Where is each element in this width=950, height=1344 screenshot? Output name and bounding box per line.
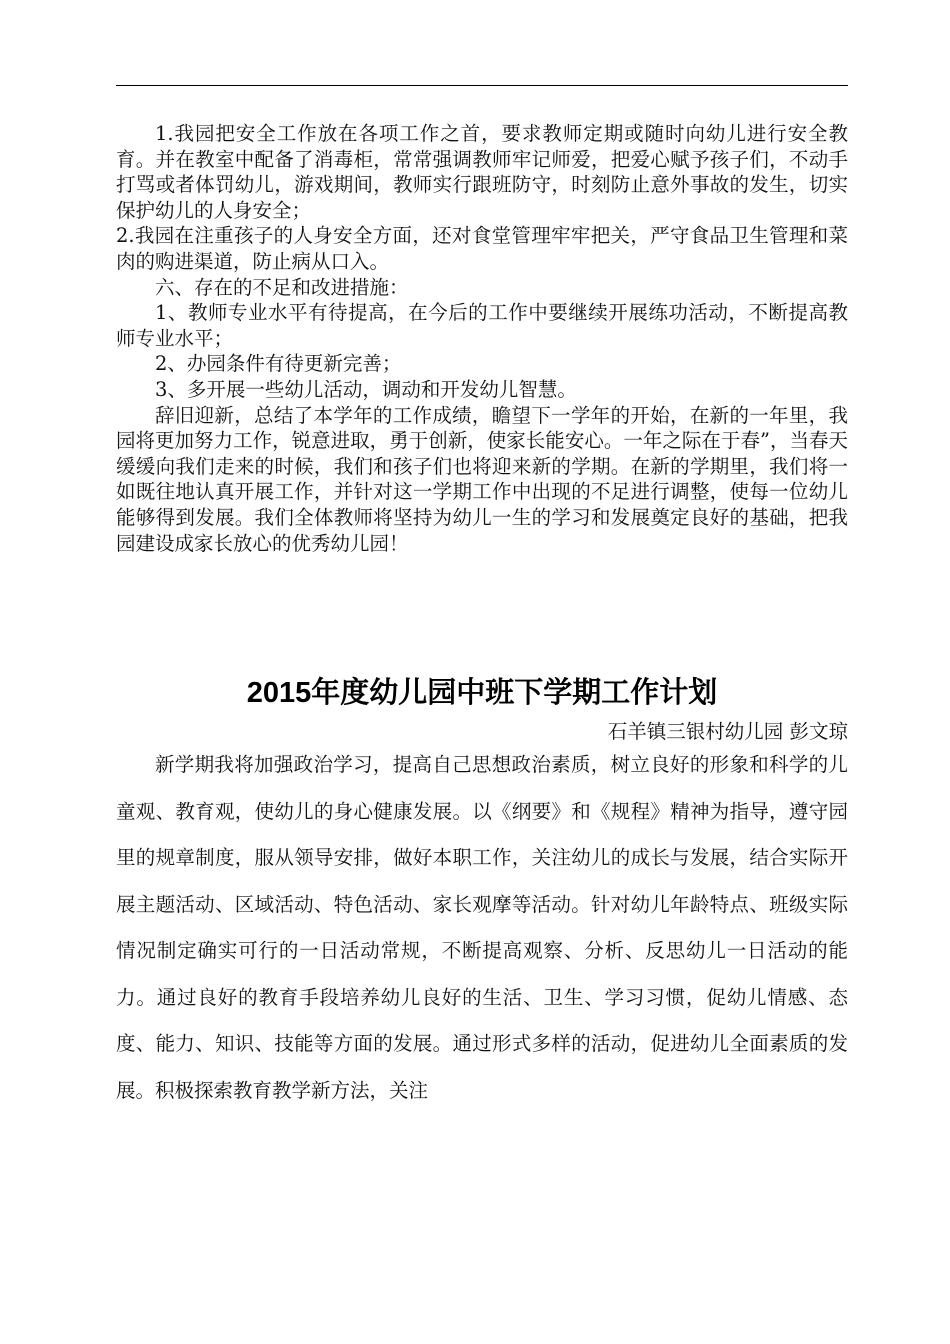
list-item-facilities: 2、办园条件有待更新完善；	[155, 352, 402, 376]
paragraph-food-safety: 2.我园在注重孩子的人身安全方面，还对食堂管理牢牢把关，严守食品卫生管理和菜肉的购进渠道，防止病从口入。	[116, 224, 848, 273]
list-item-activities: 3、多开展一些幼儿活动，调动和开发幼儿智慧。	[155, 377, 577, 401]
plan-title: 2015年度幼儿园中班下学期工作计划	[246, 677, 718, 709]
plan-section	[116, 742, 848, 1114]
summary-section	[116, 121, 848, 556]
header-rule	[116, 85, 848, 86]
plan-body-paragraph: 新学期我将加强政治学习，提高自己思想政治素质，树立良好的形象和科学的儿童观、教育观，使幼儿的身心健康发展。以《纲要》和《规程》精神为指导，遵守园里的规章制度，服从领导安排，做好本职工作，关注幼儿的成长与发展，结合实际开展主题活动、区域活动、特色活动、家长观摩等活动。针对幼儿年龄特点、班级实际情况制定确实可行的一日活动常规，不断提高观察、分析、反思幼儿一日活动的能力。通过良好的教育手段培养幼儿良好的生活、卫生、学习习惯，促幼儿情感、态度、能力、知识、技能等方面的发展。通过形式多样的活动，促进幼儿全面素质的发展。积极探索教育教学新方法，关注	[116, 753, 848, 1102]
list-item-teacher-skills: 1、教师专业水平有待提高，在今后的工作中要继续开展练功活动，不断提高教师专业水平；	[116, 301, 848, 350]
paragraph-safety-education: 1.我园把安全工作放在各项工作之首，要求教师定期或随时向幼儿进行安全教育。并在教室中配备了消毒柜，常常强调教师牢记师爱，把爱心赋予孩子们，不动手打骂或者体罚幼儿，游戏期间，教师实行跟班防守，时刻防止意外事故的发生，切实保护幼儿的人身安全；	[116, 122, 848, 222]
heading-shortcomings: 六、存在的不足和改进措施：	[155, 275, 409, 299]
paragraph-conclusion: 辞旧迎新，总结了本学年的工作成绩，瞻望下一学年的开始，在新的一年里，我园将更加努力工作，锐意进取，勇于创新，使家长能安心。一年之际在于春”，当春天缓缓向我们走来的时候，我们和孩子们也将迎来新的学期。在新的学期里，我们将一如既往地认真开展工作，并针对这一学期工作中出现的不足进行调整，使每一位幼儿能够得到发展。我们全体教师将坚持为幼儿一生的学习和发展奠定良好的基础，把我园建设成家长放心的优秀幼儿园！	[116, 403, 848, 555]
author-line: 石羊镇三银村幼儿园 彭文琼	[607, 720, 848, 743]
